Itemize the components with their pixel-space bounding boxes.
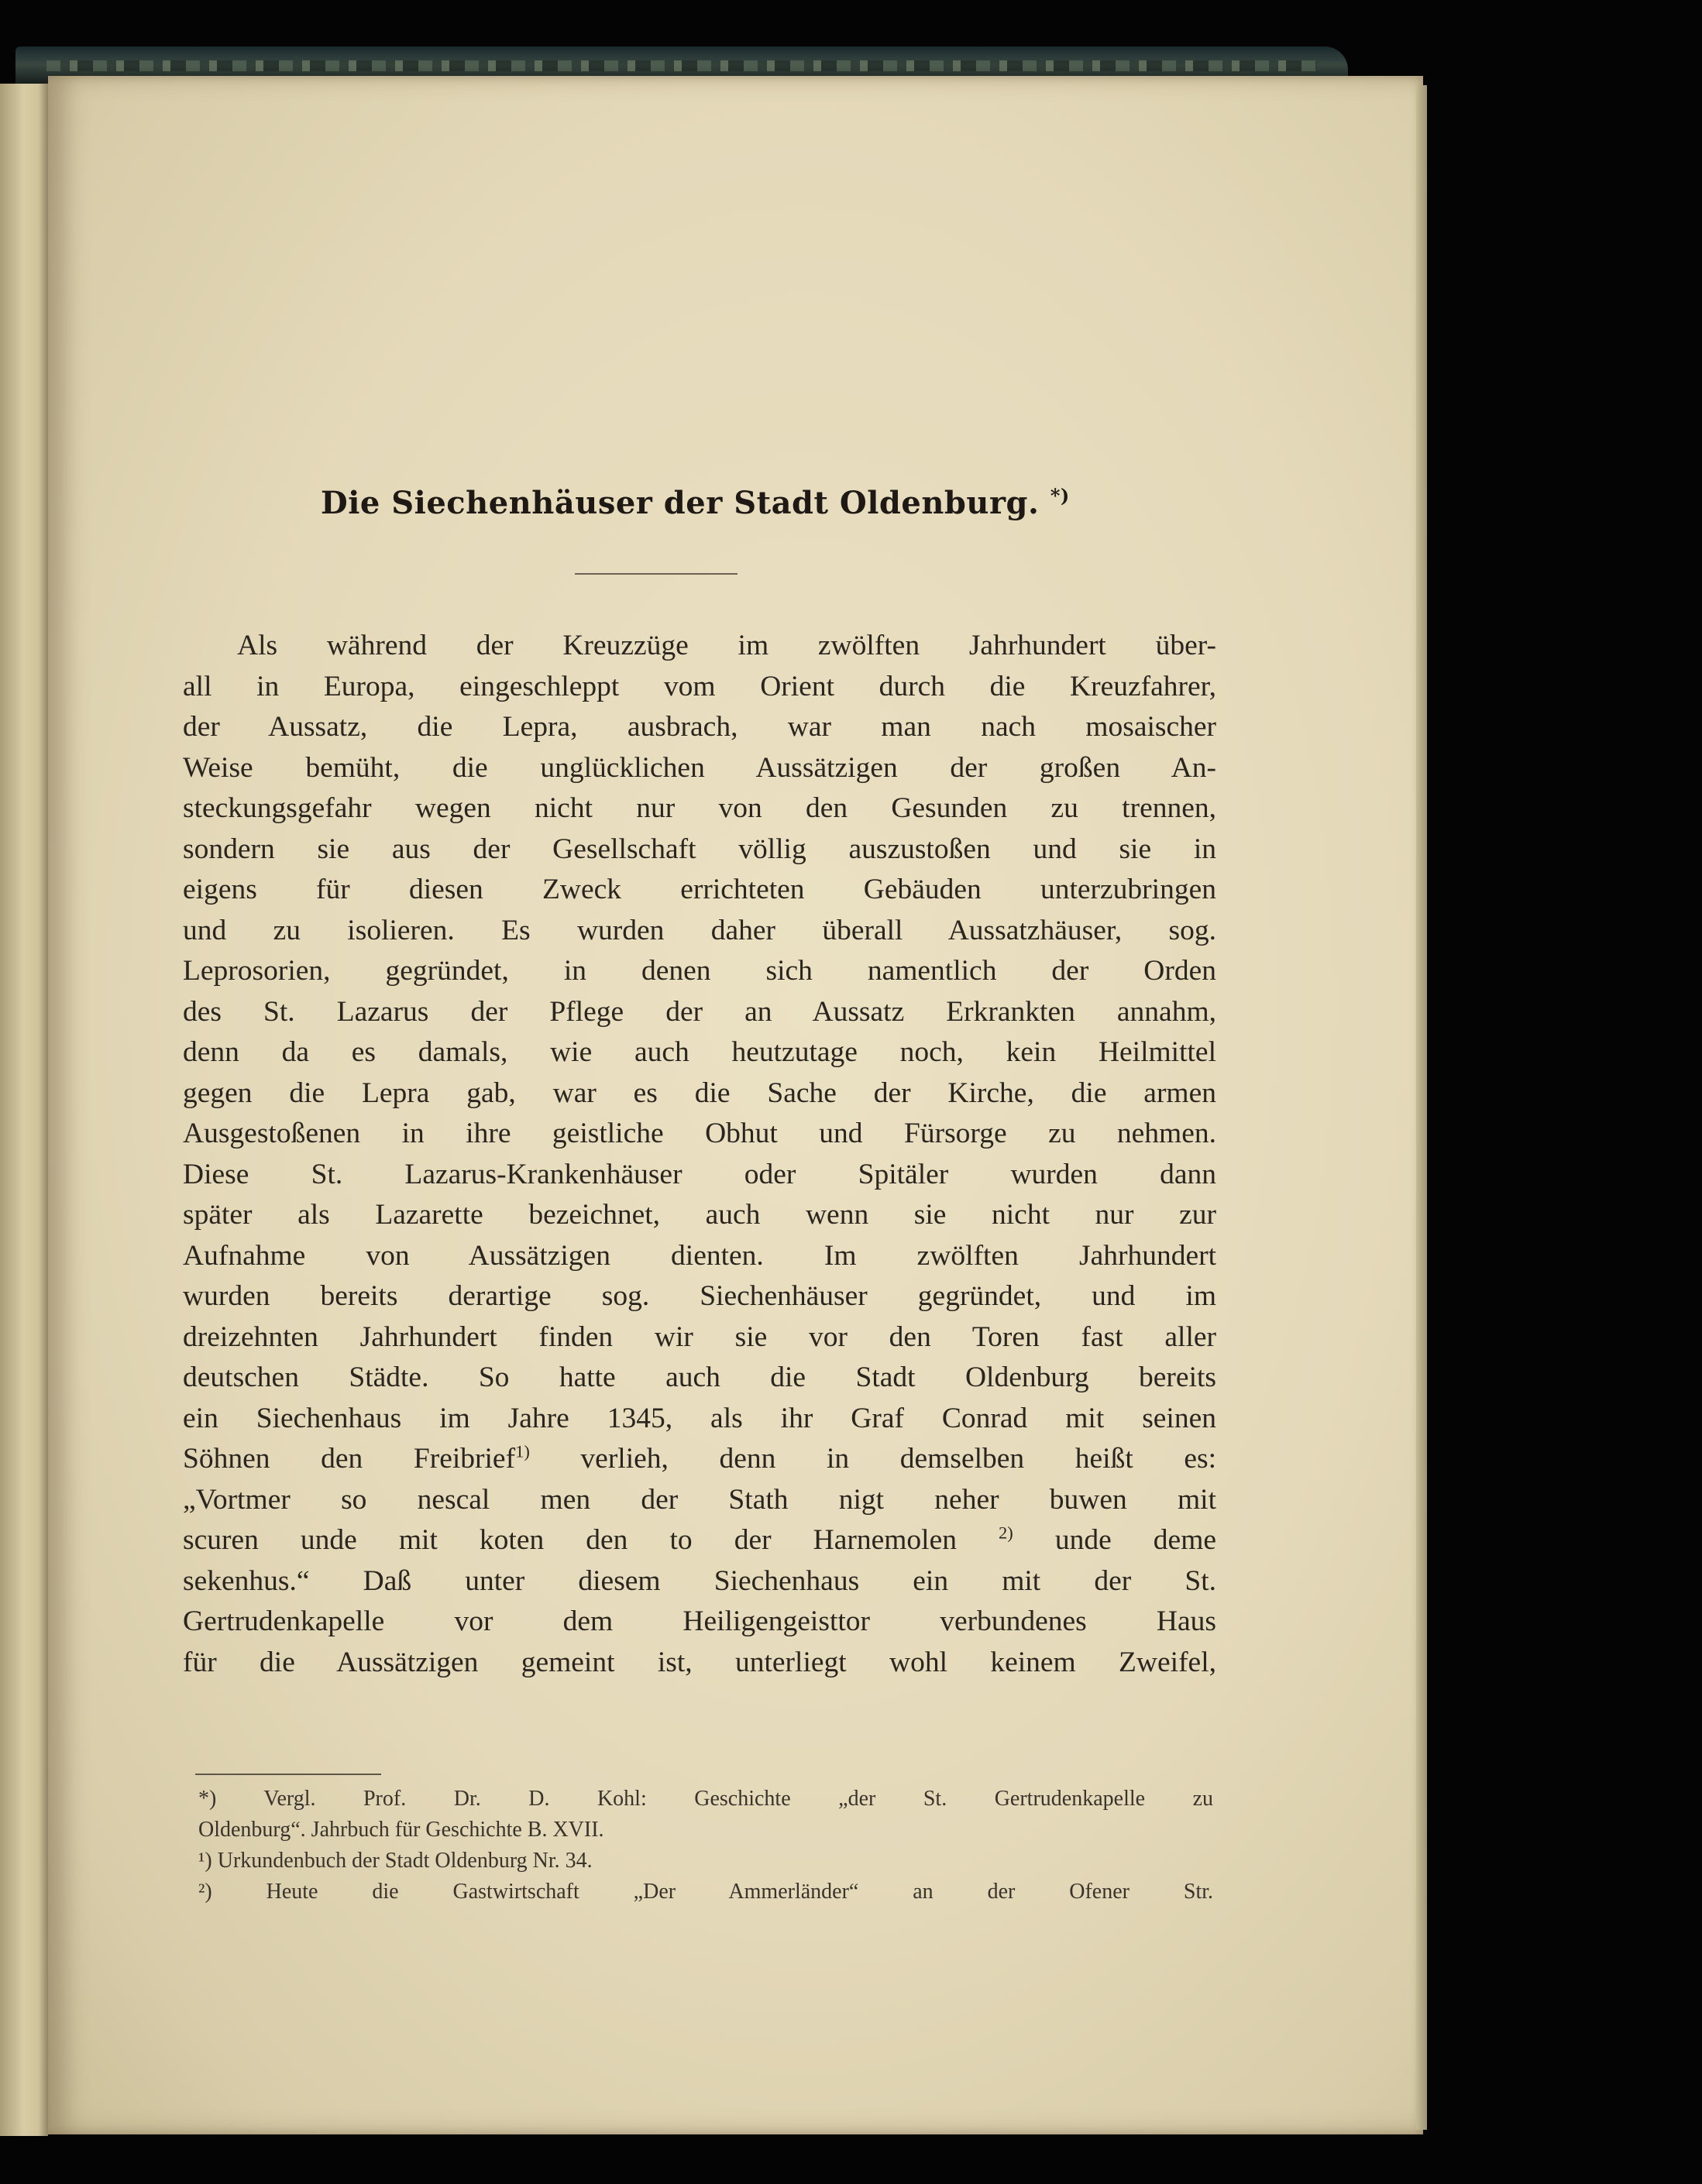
body-line: steckungsgefahr wegen nicht nur von den Gesunden zu trennen, bbox=[183, 792, 1216, 824]
body-line: ein Siechenhaus im Jahre 1345, als ihr Graf Conrad mit seinen bbox=[183, 1402, 1216, 1434]
footnote-marker-1: 1) bbox=[515, 1441, 530, 1461]
body-line-end: verlieh, denn in demselben heißt es: bbox=[580, 1443, 1216, 1475]
footnote-1: ¹) Urkundenbuch der Stadt Oldenburg Nr. 34. bbox=[198, 1849, 593, 1873]
facing-page-edge bbox=[0, 84, 48, 2136]
body-line: der Aussatz, die Lepra, ausbrach, war man nach mosaischer bbox=[183, 711, 1216, 743]
body-paragraph bbox=[183, 626, 1216, 1683]
title-footnote-marker: *) bbox=[1050, 484, 1070, 507]
body-line-end: unde deme bbox=[1054, 1524, 1216, 1556]
body-line: sekenhus.“ Daß unter diesem Siechenhaus ein mit der St. bbox=[183, 1564, 1216, 1597]
body-line-start: scuren unde mit koten den to der Harnemolen bbox=[183, 1524, 957, 1556]
body-line-with-footnote bbox=[183, 1520, 1216, 1561]
chapter-title bbox=[321, 485, 1212, 521]
footnote-star-continued: Oldenburg“. Jahrbuch für Geschichte B. XVII. bbox=[198, 1818, 604, 1842]
body-line: Diese St. Lazarus-Krankenhäuser oder Spitäler wurden dann bbox=[183, 1158, 1216, 1190]
body-line: wurden bereits derartige sog. Siechenhäuser gegründet, und im bbox=[183, 1280, 1216, 1312]
body-line: „Vortmer so nescal men der Stath nigt neher buwen mit bbox=[183, 1483, 1216, 1516]
body-line: Weise bemüht, die unglücklichen Aussätzigen der großen An- bbox=[183, 751, 1216, 784]
binding-texture bbox=[46, 60, 1317, 71]
body-line: all in Europa, eingeschleppt vom Orient durch die Kreuzfahrer, bbox=[183, 670, 1216, 702]
title-divider bbox=[575, 573, 738, 575]
body-line: denn da es damals, wie auch heutzutage noch, kein Heilmittel bbox=[183, 1036, 1216, 1068]
footnote-2: ²) Heute die Gastwirtschaft „Der Ammerländer“ an der Ofener Str. bbox=[198, 1880, 1213, 1904]
page-text bbox=[48, 76, 1423, 2134]
book-page bbox=[48, 76, 1423, 2134]
body-line: und zu isolieren. Es wurden daher überall Aussatzhäuser, sog. bbox=[183, 914, 1216, 946]
body-line: Leprosorien, gegründet, in denen sich namentlich der Orden bbox=[183, 955, 1216, 987]
body-line-with-footnote bbox=[183, 1439, 1216, 1480]
body-line: deutschen Städte. So hatte auch die Stadt Oldenburg bereits bbox=[183, 1362, 1216, 1393]
body-line: später als Lazarette bezeichnet, auch wenn sie nicht nur zur bbox=[183, 1199, 1216, 1231]
body-line: eigens für diesen Zweck errichteten Gebäuden unterzubringen bbox=[183, 874, 1216, 905]
body-line: Aufnahme von Aussätzigen dienten. Im zwölften Jahrhundert bbox=[183, 1239, 1216, 1272]
footnotes bbox=[198, 1784, 1213, 1908]
body-line: Ausgestoßenen in ihre geistliche Obhut und Fürsorge zu nehmen. bbox=[183, 1118, 1216, 1149]
body-line: sondern sie aus der Gesellschaft völlig auszustoßen und sie in bbox=[183, 833, 1216, 865]
footnote-marker-2: 2) bbox=[999, 1523, 1013, 1543]
body-line-start: Söhnen den Freibrief bbox=[183, 1443, 516, 1475]
body-line: für die Aussätzigen gemeint ist, unterliegt wohl keinem Zweifel, bbox=[183, 1646, 1216, 1678]
footnote-divider bbox=[195, 1774, 381, 1775]
body-line: des St. Lazarus der Pflege der an Aussatz Erkrankten annahm, bbox=[183, 995, 1216, 1028]
chapter-title-text: Die Siechenhäuser der Stadt Oldenburg. bbox=[321, 485, 1040, 521]
body-line: dreizehnten Jahrhundert finden wir sie vor den Toren fast aller bbox=[183, 1320, 1216, 1353]
body-line: gegen die Lepra gab, war es die Sache der Kirche, die armen bbox=[183, 1077, 1216, 1109]
body-line: Als während der Kreuzzüge im zwölften Jahrhundert über- bbox=[237, 630, 1216, 661]
page-right-edge bbox=[1416, 85, 1427, 2130]
footnote-star: *) Vergl. Prof. Dr. D. Kohl: Geschichte „der St. Gertrudenkapelle zu bbox=[198, 1787, 1213, 1811]
body-line: Gertrudenkapelle vor dem Heiligengeisttor verbundenes Haus bbox=[183, 1605, 1216, 1637]
